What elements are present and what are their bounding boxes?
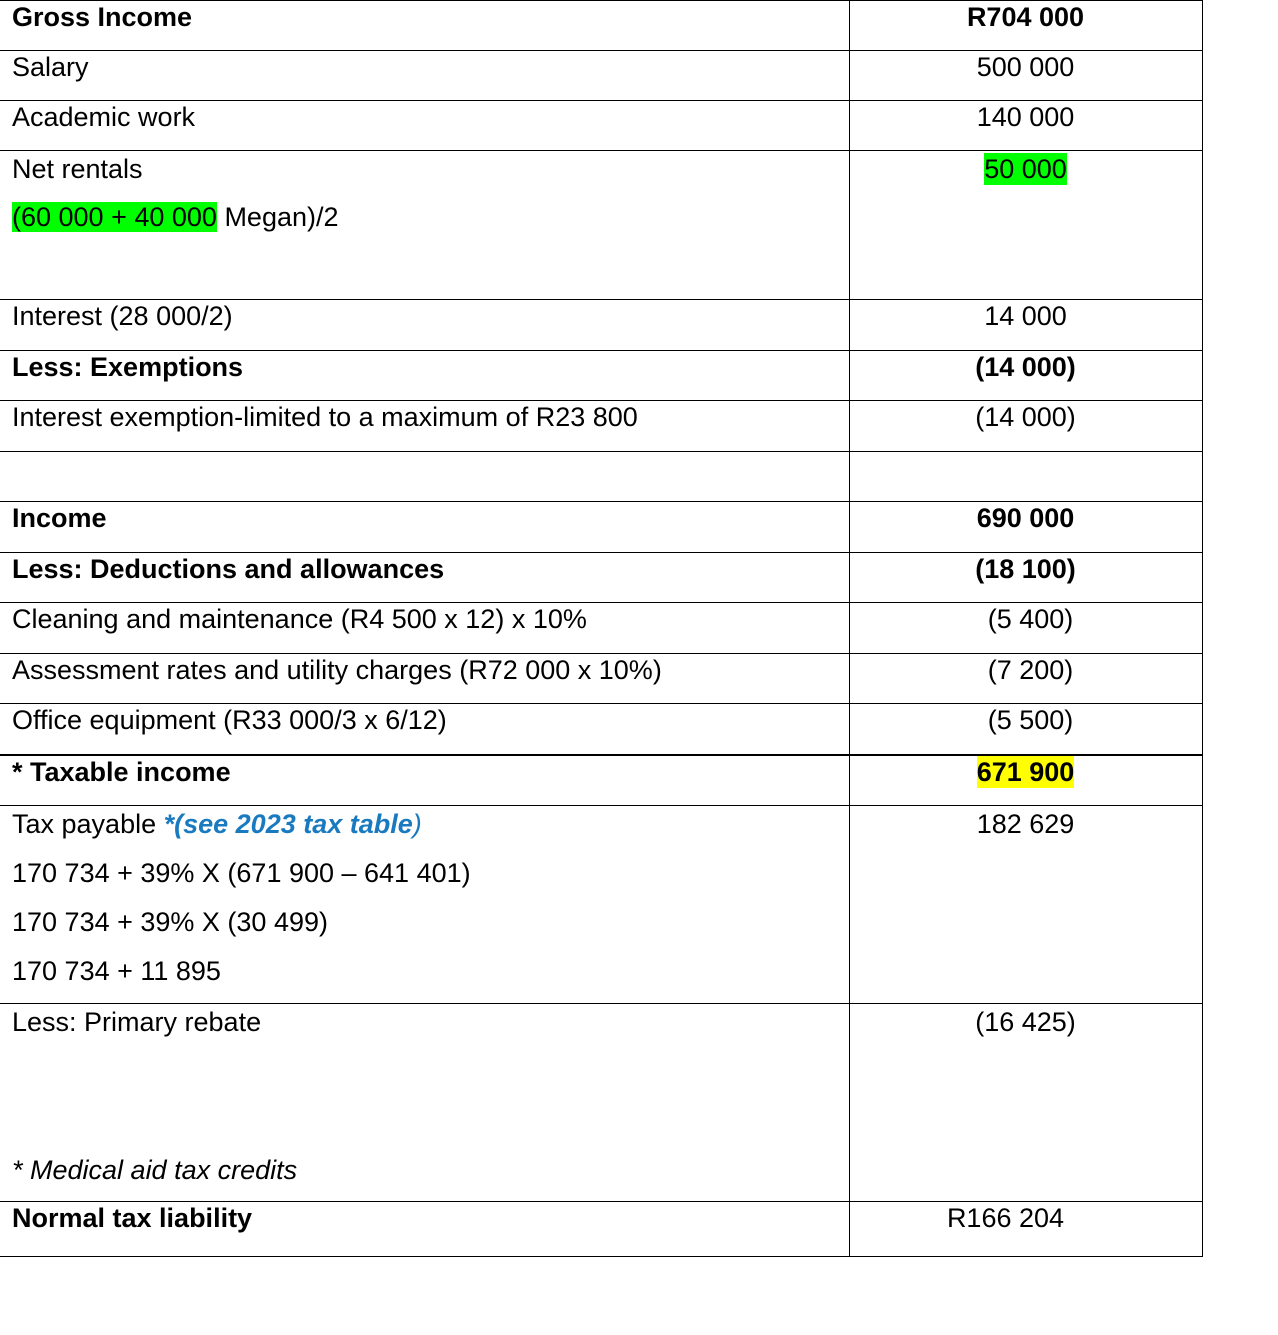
row-normal-tax-liability	[0, 1202, 1202, 1257]
row-assessment	[0, 654, 1202, 704]
tax-calc-step-3: 170 734 + 11 895	[12, 956, 221, 986]
tax-payable-line	[12, 808, 837, 840]
income-label: Income	[0, 502, 849, 553]
row-interest-exemption	[0, 401, 1202, 452]
office-equipment-label: Office equipment (R33 000/3 x 6/12)	[0, 704, 849, 755]
row-academic-work	[0, 101, 1202, 151]
less-deductions-amount: (18 100)	[975, 554, 1076, 584]
row-taxable-income	[0, 755, 1202, 806]
gross-income-amount: R704 000	[966, 2, 1085, 32]
net-rentals-amount: 50 000	[984, 154, 1067, 184]
interest-exemption-amount: (14 000)	[975, 402, 1076, 432]
row-primary-rebate	[0, 1004, 1202, 1202]
row-office-equipment	[0, 704, 1202, 755]
academic-work-amount: 140 000	[976, 102, 1075, 132]
net-rentals-label: Net rentals	[12, 154, 143, 184]
office-equipment-amount: (5 500)	[987, 705, 1074, 735]
less-deductions-label: Less: Deductions and allowances	[0, 553, 849, 603]
gross-income-label: Gross Income	[0, 1, 849, 51]
normal-tax-amount: R166 204	[946, 1203, 1065, 1233]
taxable-income-label: * Taxable income	[0, 755, 849, 806]
primary-rebate-amount: (16 425)	[975, 1007, 1076, 1037]
tax-payable-label: Tax payable	[12, 809, 164, 839]
cleaning-label: Cleaning and maintenance (R4 500 x 12) x 10%	[0, 603, 849, 654]
tax-calc-step-1: 170 734 + 39% X (671 900 – 641 401)	[12, 858, 471, 888]
income-amount: 690 000	[976, 503, 1075, 533]
primary-rebate-label: Less: Primary rebate	[12, 1007, 262, 1037]
normal-tax-label: Normal tax liability	[0, 1202, 849, 1257]
row-cleaning	[0, 603, 1202, 654]
row-less-deductions	[0, 553, 1202, 603]
row-interest	[0, 300, 1202, 351]
row-gross-income	[0, 1, 1202, 51]
salary-label: Salary	[0, 51, 849, 101]
academic-work-label: Academic work	[0, 101, 849, 151]
row-empty-spacer	[0, 452, 1202, 502]
tax-payable-amount: 182 629	[976, 809, 1075, 839]
salary-amount: 500 000	[976, 52, 1075, 82]
row-net-rentals	[0, 151, 1202, 300]
net-rentals-calc-rest: Megan)/2	[216, 202, 339, 232]
taxable-income-amount: 671 900	[976, 756, 1075, 787]
net-rentals-calculation	[12, 201, 837, 233]
row-salary	[0, 51, 1202, 101]
net-rentals-calc-highlight: (60 000 + 40 000	[12, 202, 217, 232]
interest-label: Interest (28 000/2)	[0, 300, 849, 351]
medical-aid-note: * Medical aid tax credits	[12, 1155, 298, 1185]
interest-exemption-label: Interest exemption-limited to a maximum of R23 800	[0, 401, 849, 452]
row-less-exemptions	[0, 351, 1202, 401]
assessment-label: Assessment rates and utility charges (R72 000 x 10%)	[0, 654, 849, 704]
tax-table-reference-close: )	[412, 809, 422, 839]
tax-table-reference: *(see 2023 tax table	[163, 809, 413, 839]
row-tax-payable	[0, 806, 1202, 1004]
less-exemptions-amount: (14 000)	[975, 352, 1076, 382]
interest-amount: 14 000	[984, 301, 1067, 331]
less-exemptions-label: Less: Exemptions	[0, 351, 849, 401]
cleaning-amount: (5 400)	[987, 604, 1074, 634]
tax-calc-step-2: 170 734 + 39% X (30 499)	[12, 907, 328, 937]
row-income	[0, 502, 1202, 553]
assessment-amount: (7 200)	[987, 655, 1074, 685]
